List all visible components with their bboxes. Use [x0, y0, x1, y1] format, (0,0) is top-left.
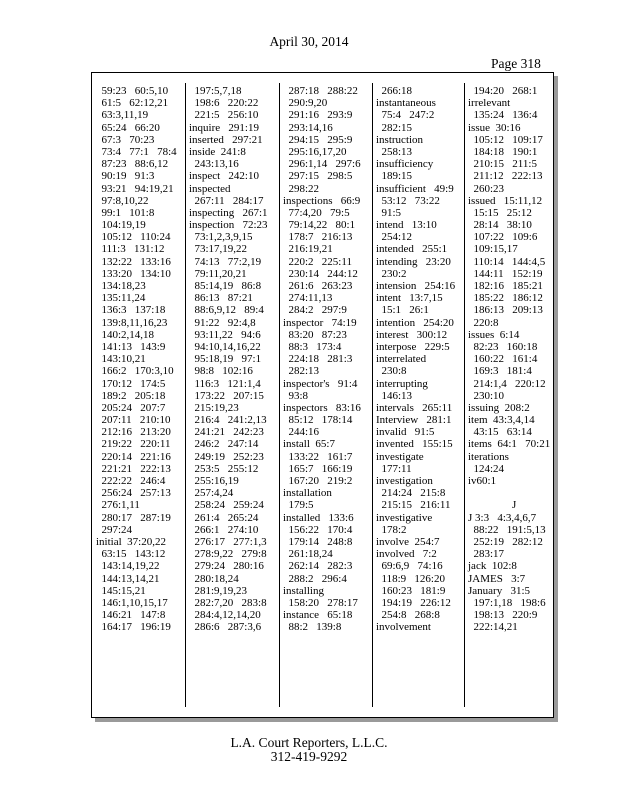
index-line: 88:2 139:8 — [283, 621, 342, 634]
index-line: 63:15 143:12 — [96, 548, 166, 561]
index-line: 216:19,21 — [283, 243, 333, 256]
index-line: 15:1 26:1 — [376, 304, 429, 317]
index-line: 90:19 91:3 — [96, 170, 155, 183]
index-line: inspection 72:23 — [189, 219, 268, 232]
index-line: inspect 242:10 — [189, 170, 259, 183]
index-line: inspections 66:9 — [283, 194, 361, 207]
index-line: 134:18,23 — [96, 280, 146, 292]
index-line: 222:22 246:4 — [96, 475, 166, 487]
index-line: 278:9,22 279:8 — [189, 548, 267, 561]
index-line: 99:1 101:8 — [96, 206, 155, 219]
column-divider — [372, 83, 373, 707]
index-line: interrelated — [376, 353, 427, 366]
index-line: 220:14 221:16 — [96, 450, 171, 463]
index-line: inspected — [189, 182, 231, 195]
index-column-2 — [189, 85, 268, 633]
index-line: 88:3 173:4 — [283, 340, 342, 353]
index-line: 252:19 282:12 — [468, 535, 543, 548]
index-line: 274:11,13 — [283, 292, 333, 305]
index-line: 283:17 — [468, 548, 505, 561]
index-line: 284:2 297:9 — [283, 304, 347, 317]
index-line: 110:14 144:4,5 — [468, 255, 546, 268]
index-line: inspectors 83:16 — [283, 401, 361, 414]
index-line: 214:1,4 220:12 — [468, 377, 546, 390]
index-line: 296:1,14 297:6 — [283, 158, 361, 171]
index-line: 290:9,20 — [283, 97, 328, 110]
index-line: 158:20 278:17 — [283, 596, 358, 609]
index-line: iterations — [468, 450, 509, 463]
index-line: involvement — [376, 621, 431, 634]
index-line: 140:2,14,18 — [96, 328, 155, 341]
index-line: 214:24 215:8 — [376, 487, 446, 500]
index-line: issuing 208:2 — [468, 401, 530, 414]
index-line: 169:3 181:4 — [468, 365, 532, 378]
index-line: 297:15 298:5 — [283, 170, 353, 183]
index-line: 95:18,19 97:1 — [189, 353, 262, 366]
index-line: 74:13 77:2,19 — [189, 255, 262, 268]
index-line: 241:21 242:23 — [189, 426, 264, 439]
index-line: 85:14,19 86:8 — [189, 280, 262, 292]
index-line: 83:20 87:23 — [283, 328, 347, 341]
index-line: 63:3,11,19 — [96, 109, 149, 122]
index-line: invalid 91:5 — [376, 426, 435, 439]
index-line: 294:15 295:9 — [283, 133, 353, 146]
index-line: J 3:3 4:3,4,6,7 — [468, 511, 537, 524]
index-line: 178:7 216:13 — [283, 231, 353, 244]
index-line: 170:12 174:5 — [96, 377, 166, 390]
index-line: intension 254:16 — [376, 280, 456, 292]
index-line: instantaneous — [376, 97, 436, 110]
index-line: 189:2 205:18 — [96, 389, 166, 402]
index-line: 184:18 190:1 — [468, 145, 538, 158]
index-line: 254:12 — [376, 231, 413, 244]
index-line: 178:2 — [376, 523, 407, 536]
index-line: 107:22 109:6 — [468, 231, 538, 244]
index-line: inspector's 91:4 — [283, 377, 358, 390]
index-line: investigative — [376, 511, 433, 524]
index-line: 220:8 — [468, 316, 499, 329]
index-line: 160:22 161:4 — [468, 353, 538, 366]
index-line: 282:7,20 283:8 — [189, 596, 267, 609]
index-line: intention 254:20 — [376, 316, 454, 329]
index-line: 266:18 — [376, 85, 413, 97]
index-line: inspecting 267:1 — [189, 206, 268, 219]
index-line: investigation — [376, 475, 433, 487]
index-line: 93:11,22 94:6 — [189, 328, 261, 341]
footer-phone: 312-419-9292 — [270, 749, 348, 764]
index-line: 282:15 — [376, 121, 413, 134]
index-line: 230:14 244:12 — [283, 267, 358, 280]
index-line: 156:22 170:4 — [283, 523, 353, 536]
index-line: 222:14,21 — [468, 621, 518, 634]
footer — [0, 736, 618, 764]
index-line: issue 30:16 — [468, 121, 521, 134]
index-line: 136:3 137:18 — [96, 304, 166, 317]
index-line: 280:18,24 — [189, 572, 239, 585]
index-line: installing — [283, 584, 324, 597]
index-line: 144:11 152:19 — [468, 267, 543, 280]
index-line: 93:21 94:19,21 — [96, 182, 174, 195]
index-line: 297:24 — [96, 523, 133, 536]
index-line: 267:11 284:17 — [189, 194, 264, 207]
index-line: invented 155:15 — [376, 438, 453, 451]
index-column-3 — [283, 85, 361, 633]
index-line: 257:4,24 — [189, 487, 234, 500]
index-line: 280:17 287:19 — [96, 511, 171, 524]
index-line: 230:10 — [468, 389, 505, 402]
index-line: intending 23:20 — [376, 255, 451, 268]
index-line: 216:4 241:2,13 — [189, 414, 267, 427]
index-line: 28:14 38:10 — [468, 219, 532, 232]
index-line: 53:12 73:22 — [376, 194, 440, 207]
index-line: investigate — [376, 450, 424, 463]
index-line: 179:14 248:8 — [283, 535, 353, 548]
index-line: 295:16,17,20 — [283, 145, 347, 158]
index-line: 15:15 25:12 — [468, 206, 532, 219]
index-line: 73:4 77:1 78:4 — [96, 145, 177, 158]
index-line: instance 65:18 — [283, 609, 353, 622]
index-line: intend 13:10 — [376, 219, 437, 232]
index-line: 284:4,12,14,20 — [189, 609, 261, 622]
index-line: 287:18 288:22 — [283, 85, 358, 97]
index-line: 105:12 109:17 — [468, 133, 543, 146]
index-line: 59:23 60:5,10 — [96, 85, 169, 97]
index-line: 182:16 185:21 — [468, 280, 543, 292]
index-line: initial 37:20,22 — [96, 535, 166, 548]
index-line: 133:20 134:10 — [96, 267, 171, 280]
index-line: 205:24 207:7 — [96, 401, 166, 414]
index-line: 73:1,2,3,9,15 — [189, 231, 253, 244]
index-line: 118:9 126:20 — [376, 572, 445, 585]
index-line: 185:22 186:12 — [468, 292, 543, 305]
index-line: irrelevant — [468, 97, 511, 110]
index-line: interpose 229:5 — [376, 340, 450, 353]
index-line: inside 241:8 — [189, 145, 246, 158]
index-line: 258:24 259:24 — [189, 499, 264, 512]
index-line: 197:1,18 198:6 — [468, 596, 546, 609]
index-line: 98:8 102:16 — [189, 365, 253, 378]
index-line: 65:24 66:20 — [96, 121, 160, 134]
index-line: 262:14 282:3 — [283, 560, 353, 573]
index-line: 132:22 133:16 — [96, 255, 171, 268]
index-line: 61:5 62:12,21 — [96, 97, 169, 110]
index-line: 43:15 63:14 — [468, 426, 532, 439]
index-line: 167:20 219:2 — [283, 475, 353, 487]
index-line: 286:6 287:3,6 — [189, 621, 262, 634]
index-line: 276:1,11 — [96, 499, 140, 512]
index-line: J — [468, 499, 517, 512]
index-line: 293:14,16 — [283, 121, 333, 134]
index-line: 97:8,10,22 — [96, 194, 149, 207]
index-line: inspector 74:19 — [283, 316, 357, 329]
index-line: 69:6,9 74:16 — [376, 560, 443, 573]
index-line: 86:13 87:21 — [189, 292, 253, 305]
index-line: 141:13 143:9 — [96, 340, 166, 353]
index-line: 85:12 178:14 — [283, 414, 353, 427]
index-line: 215:19,23 — [189, 401, 239, 414]
index-line: interrupting — [376, 377, 428, 390]
index-line: 197:5,7,18 — [189, 85, 242, 97]
index-line: 258:13 — [376, 145, 413, 158]
column-divider — [279, 83, 280, 707]
index-line: 73:17,19,22 — [189, 243, 248, 256]
footer-company: L.A. Court Reporters, L.L.C. — [230, 735, 388, 750]
index-line: interest 300:12 — [376, 328, 448, 341]
index-line: January 31:5 — [468, 584, 531, 597]
index-line: 220:2 225:11 — [283, 255, 352, 268]
index-line: 91:5 — [376, 206, 402, 219]
index-line: 221:21 222:13 — [96, 462, 171, 475]
index-line: 256:24 257:13 — [96, 487, 171, 500]
column-divider — [464, 83, 465, 707]
index-line: 276:17 277:1,3 — [189, 535, 267, 548]
index-line: 224:18 281:3 — [283, 353, 353, 366]
index-line: 281:9,19,23 — [189, 584, 248, 597]
index-line: 135:11,24 — [96, 292, 146, 305]
index-line: 221:5 256:10 — [189, 109, 259, 122]
index-line: involved 7:2 — [376, 548, 437, 561]
index-line: 166:2 170:3,10 — [96, 365, 174, 378]
index-line: 212:16 213:20 — [96, 426, 171, 439]
index-line: 75:4 247:2 — [376, 109, 435, 122]
index-line: 246:2 247:14 — [189, 438, 259, 451]
index-line: 177:11 — [376, 462, 412, 475]
index-column-5 — [468, 85, 550, 633]
index-line: 255:16,19 — [189, 475, 239, 487]
index-line: 143:14,19,22 — [96, 560, 160, 573]
index-line: 219:22 220:11 — [96, 438, 171, 451]
index-line: 88:22 191:5,13 — [468, 523, 546, 536]
index-line: 230:8 — [376, 365, 407, 378]
index-line: 146:1,10,15,17 — [96, 596, 168, 609]
index-line: 67:3 70:23 — [96, 133, 155, 146]
page-number: Page 318 — [491, 56, 541, 71]
index-line: 207:11 210:10 — [96, 414, 171, 427]
index-line: 179:5 — [283, 499, 314, 512]
index-line: issued 15:11,12 — [468, 194, 543, 207]
index-line: 194:20 268:1 — [468, 85, 538, 97]
index-line — [468, 487, 550, 499]
index-line: 145:15,21 — [96, 584, 146, 597]
index-line: iv60:1 — [468, 475, 497, 487]
index-line: intended 255:1 — [376, 243, 448, 256]
index-line: 261:18,24 — [283, 548, 333, 561]
index-line: 82:23 160:18 — [468, 340, 538, 353]
index-line: 139:8,11,16,23 — [96, 316, 168, 329]
index-line: inquire 291:19 — [189, 121, 259, 134]
index-line: 135:24 136:4 — [468, 109, 538, 122]
index-line: insufficiency — [376, 158, 434, 171]
index-line: 266:1 274:10 — [189, 523, 259, 536]
index-line: 146:13 — [376, 389, 413, 402]
index-column-1 — [96, 85, 177, 633]
column-divider — [185, 83, 186, 707]
index-line: 189:15 — [376, 170, 413, 183]
index-line: instruction — [376, 133, 424, 146]
index-line: involve 254:7 — [376, 535, 440, 548]
index-line: 279:24 280:16 — [189, 560, 264, 573]
index-line: 87:23 88:6,12 — [96, 158, 169, 171]
index-line: 230:2 — [376, 267, 407, 280]
index-line: 282:13 — [283, 365, 320, 378]
index-line: 243:13,16 — [189, 158, 239, 171]
index-line: intervals 265:11 — [376, 401, 453, 414]
index-line: 210:15 211:5 — [468, 158, 537, 171]
index-line: 261:4 265:24 — [189, 511, 259, 524]
index-line: 194:19 226:12 — [376, 596, 451, 609]
index-line: 261:6 263:23 — [283, 280, 353, 292]
index-line: 94:10,14,16,22 — [189, 340, 261, 353]
index-line: 146:21 147:8 — [96, 609, 166, 622]
index-line: installed 133:6 — [283, 511, 354, 524]
index-frame — [91, 72, 554, 718]
index-line: install 65:7 — [283, 438, 335, 451]
index-line: jack 102:8 — [468, 560, 517, 573]
index-line: inserted 297:21 — [189, 133, 263, 146]
index-line: installation — [283, 487, 332, 500]
index-line: 79:14,22 80:1 — [283, 219, 356, 232]
index-line: 253:5 255:12 — [189, 462, 259, 475]
index-line: 254:8 268:8 — [376, 609, 440, 622]
index-line: 124:24 — [468, 462, 505, 475]
index-line: 165:7 166:19 — [283, 462, 353, 475]
index-line: insufficient 49:9 — [376, 182, 454, 195]
index-line: 291:16 293:9 — [283, 109, 353, 122]
index-line: 79:11,20,21 — [189, 267, 247, 280]
index-line: 77:4,20 79:5 — [283, 206, 350, 219]
index-line: 249:19 252:23 — [189, 450, 264, 463]
index-line: 88:6,9,12 89:4 — [189, 304, 264, 317]
index-line: JAMES 3:7 — [468, 572, 526, 585]
index-line: 116:3 121:1,4 — [189, 377, 261, 390]
index-column-4 — [376, 85, 455, 633]
index-line: 160:23 181:9 — [376, 584, 446, 597]
index-line: 144:13,14,21 — [96, 572, 160, 585]
index-line: 288:2 296:4 — [283, 572, 347, 585]
index-line: issues 6:14 — [468, 328, 520, 341]
index-line: 109:15,17 — [468, 243, 518, 256]
index-line: 143:10,21 — [96, 353, 146, 366]
index-line: 173:22 207:15 — [189, 389, 264, 402]
index-line: 105:12 110:24 — [96, 231, 171, 244]
index-line: 215:15 216:11 — [376, 499, 451, 512]
index-line: 260:23 — [468, 182, 505, 195]
index-line: 198:6 220:22 — [189, 97, 259, 110]
index-line: 133:22 161:7 — [283, 450, 353, 463]
index-line: Interview 281:1 — [376, 414, 452, 427]
index-line: 198:13 220:9 — [468, 609, 538, 622]
index-line: 186:13 209:13 — [468, 304, 543, 317]
index-line: 298:22 — [283, 182, 320, 195]
index-line: 211:12 222:13 — [468, 170, 543, 183]
index-line: 111:3 131:12 — [96, 243, 165, 256]
index-line: 164:17 196:19 — [96, 621, 171, 634]
index-line: items 64:1 70:21 — [468, 438, 551, 451]
index-line: 244:16 — [283, 426, 320, 439]
index-line: item 43:3,4,14 — [468, 414, 535, 427]
index-line: 91:22 92:4,8 — [189, 316, 256, 329]
page-date: April 30, 2014 — [269, 34, 349, 49]
index-line: 93:8 — [283, 389, 309, 402]
index-line: 104:19,19 — [96, 219, 146, 232]
index-line: intent 13:7,15 — [376, 292, 443, 305]
